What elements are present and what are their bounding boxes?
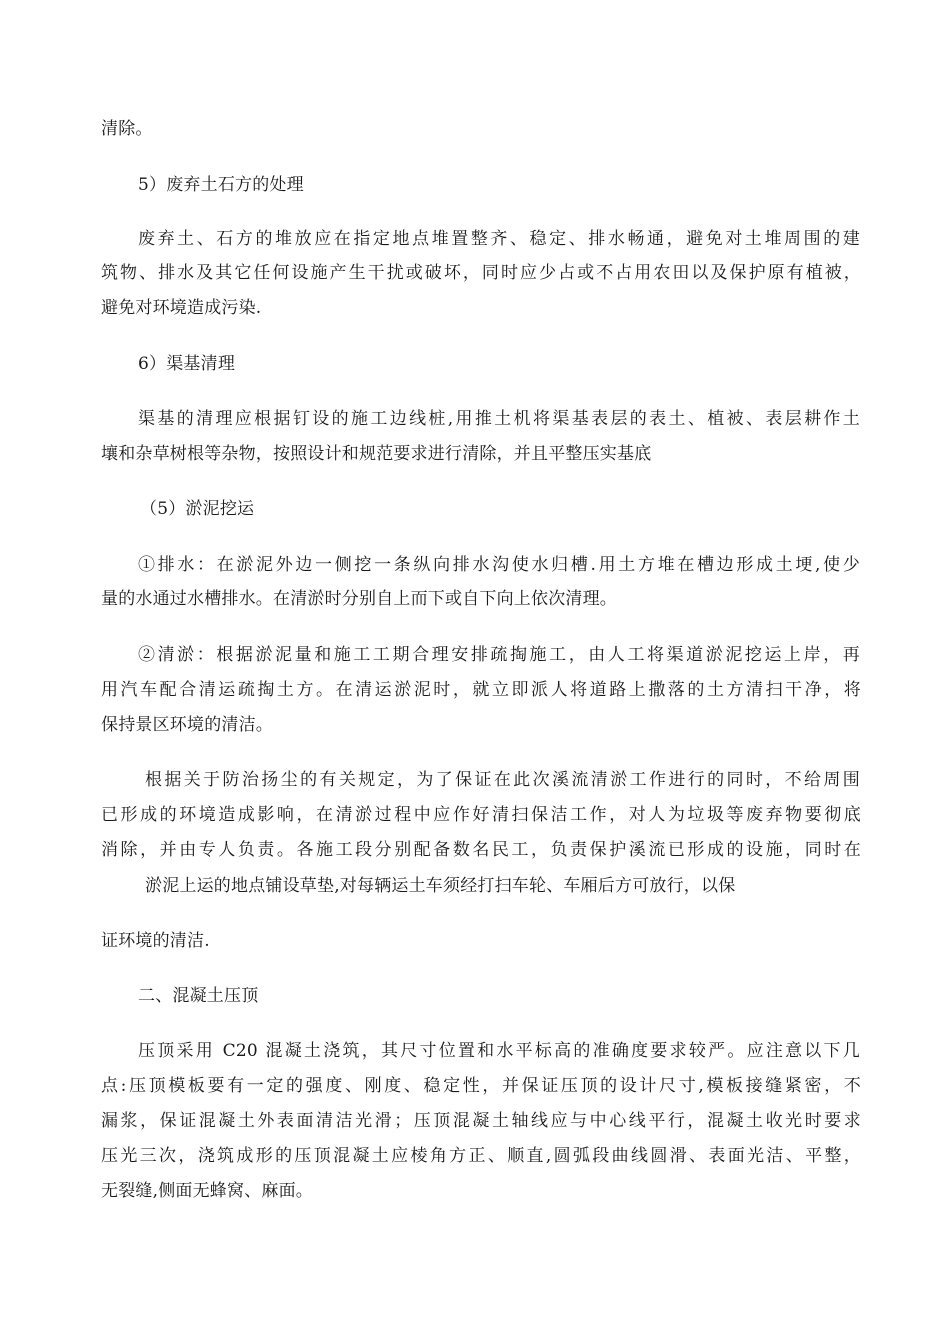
paragraph-dredging-line-1: ②清淤：根据淤泥量和施工工期合理安排疏掏施工，由人工将渠道淤泥挖运上岸，再 xyxy=(138,645,860,665)
paragraph-dredging-line-3: 保持景区环境的清洁。 xyxy=(101,715,273,735)
paragraph-concrete-coping-line-3: 漏浆，保证混凝土外表面清洁光滑；压顶混凝土轴线应与中心线平行，混凝土收光时要求 xyxy=(101,1111,861,1131)
paragraph-waste-soil-line-3: 避免对环境造成污染. xyxy=(101,298,262,318)
paragraph-concrete-coping-line-4: 压光三次，浇筑成形的压顶混凝土应棱角方正、顺直,圆弧段曲线圆滑、表面光洁、平整， xyxy=(101,1146,861,1166)
paragraph-drainage-line-1: ①排水：在淤泥外边一侧挖一条纵向排水沟使水归槽.用土方堆在槽边形成土埂,使少 xyxy=(138,555,860,575)
text-line-cleanup-end: 清除。 xyxy=(101,119,153,139)
paragraph-dust-control-line-1: 根据关于防治扬尘的有关规定，为了保证在此次溪流清淤工作进行的同时，不给周围 xyxy=(145,770,860,790)
paragraph-dust-control-line-4: 淤泥上运的地点铺设草垫,对每辆运土车须经打扫车轮、车厢后方可放行，以保 xyxy=(145,876,736,896)
paragraph-concrete-coping-line-2: 点:压顶模板要有一定的强度、刚度、稳定性，并保证压顶的设计尺寸,模板接缝紧密，不 xyxy=(101,1076,861,1096)
heading-concrete-coping: 二、混凝土压顶 xyxy=(138,986,259,1006)
paragraph-concrete-coping-line-1: 压顶采用 C20 混凝土浇筑，其尺寸位置和水平标高的准确度要求较严。应注意以下几 xyxy=(138,1041,860,1061)
heading-silt-dredging: （5）淤泥挖运 xyxy=(140,499,255,519)
paragraph-canal-base-line-2: 壤和杂草树根等杂物，按照设计和规范要求进行清除，并且平整压实基底 xyxy=(101,444,652,464)
heading-canal-base-cleanup: 6）渠基清理 xyxy=(138,354,236,374)
paragraph-drainage-line-2: 量的水通过水槽排水。在清淤时分别自上而下或自下向上依次清理。 xyxy=(101,589,617,609)
paragraph-dust-control-line-2: 已形成的环境造成影响，在清淤过程中应作好清扫保洁工作，对人为垃圾等废弃物要彻底 xyxy=(101,805,861,825)
paragraph-dredging-line-2: 用汽车配合清运疏掏土方。在清运淤泥时，就立即派人将道路上撒落的土方清扫干净，将 xyxy=(101,680,861,700)
paragraph-concrete-coping-line-5: 无裂缝,侧面无蜂窝、麻面。 xyxy=(101,1181,314,1201)
paragraph-waste-soil-line-1: 废弃土、石方的堆放应在指定地点堆置整齐、稳定、排水畅通，避免对土堆周围的建 xyxy=(138,229,860,249)
paragraph-waste-soil-line-2: 筑物、排水及其它任何设施产生干扰或破坏，同时应少占或不占用农田以及保护原有植被， xyxy=(101,263,861,283)
paragraph-dust-control-line-5: 证环境的清洁. xyxy=(101,931,210,951)
heading-waste-soil: 5）废弃土石方的处理 xyxy=(138,175,304,195)
paragraph-dust-control-line-3: 消除，并由专人负责。各施工段分别配备数名民工，负责保护溪流已形成的设施，同时在 xyxy=(101,840,861,860)
paragraph-canal-base-line-1: 渠基的清理应根据钉设的施工边线桩,用推土机将渠基表层的表土、植被、表层耕作土 xyxy=(138,409,860,429)
